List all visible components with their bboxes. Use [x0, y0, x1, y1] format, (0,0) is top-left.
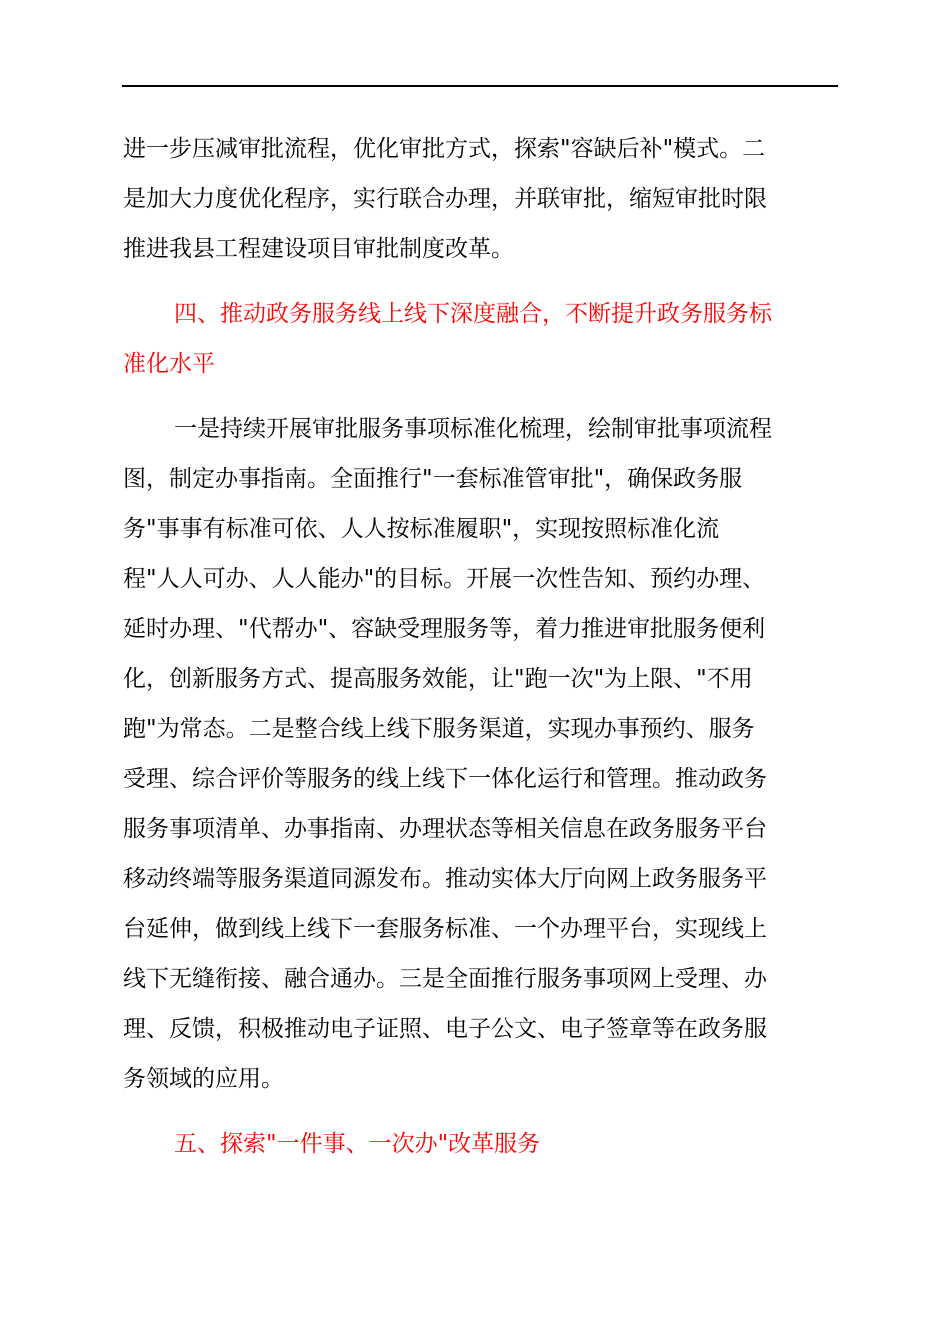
text-line: 是加大力度优化程序，实行联合办理，并联审批，缩短审批时限	[123, 186, 767, 212]
text-line: 服务事项清单、办事指南、办理状态等相关信息在政务服务平台	[123, 816, 767, 842]
text-line: 台延伸，做到线上线下一套服务标准、一个办理平台，实现线上	[123, 916, 767, 942]
text-line: 图，制定办事指南。全面推行"一套标准管审批"，确保政务服	[123, 466, 743, 492]
heading-line: 准化水平	[123, 351, 215, 377]
heading-line: 五、探索"一件事、一次办"改革服务	[174, 1131, 541, 1157]
paragraph-approval-reform	[123, 124, 839, 274]
header-rule	[122, 85, 838, 87]
text-line: 程"人人可办、人人能办"的目标。开展一次性告知、预约办理、	[123, 566, 766, 592]
section-heading-5	[123, 1119, 839, 1169]
text-line: 理、反馈，积极推动电子证照、电子公文、电子签章等在政务服	[123, 1016, 767, 1042]
text-line: 一是持续开展审批服务事项标准化梳理，绘制审批事项流程	[174, 416, 772, 442]
text-line: 受理、综合评价等服务的线上线下一体化运行和管理。推动政务	[123, 766, 767, 792]
text-line: 化，创新服务方式、提高服务效能，让"跑一次"为上限、"不用	[123, 666, 753, 692]
heading-line: 四、推动政务服务线上线下深度融合，不断提升政务服务标	[174, 301, 772, 327]
text-line: 务"事事有标准可依、人人按标准履职"，实现按照标准化流	[123, 516, 720, 542]
text-line: 移动终端等服务渠道同源发布。推动实体大厅向网上政务服务平	[123, 866, 767, 892]
paragraph-standardization	[123, 404, 839, 1104]
text-line: 延时办理、"代帮办"、容缺受理服务等，着力推进审批服务便利	[123, 616, 766, 642]
text-line: 跑"为常态。二是整合线上线下服务渠道，实现办事预约、服务	[123, 716, 755, 742]
text-line: 务领域的应用。	[123, 1066, 284, 1092]
section-heading-4	[123, 289, 839, 389]
document-body	[123, 124, 839, 1169]
text-line: 进一步压减审批流程，优化审批方式，探索"容缺后补"模式。二	[123, 136, 766, 162]
text-line: 推进我县工程建设项目审批制度改革。	[123, 236, 514, 262]
text-line: 线下无缝衔接、融合通办。三是全面推行服务事项网上受理、办	[123, 966, 767, 992]
